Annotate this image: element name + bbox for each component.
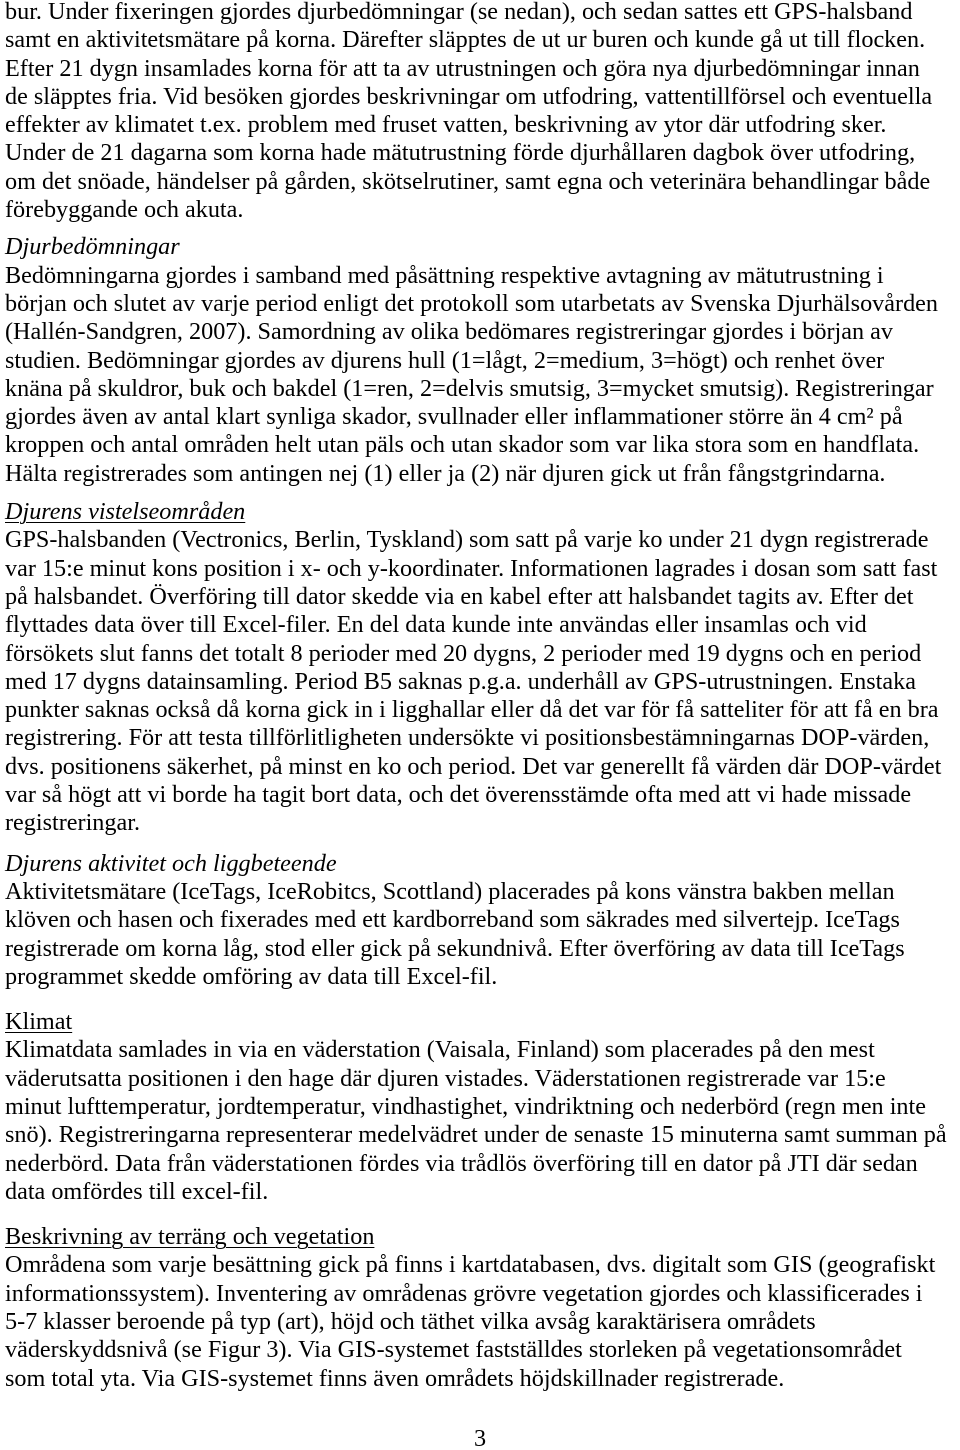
section-klimat <box>5 1008 960 1206</box>
text-line: förebyggande och akuta. <box>5 196 244 224</box>
section-djurbedomningar <box>5 233 960 488</box>
text-line: punkter saknas också då korna gick in i ligghallar eller då det var för få satteliter för att få en bra <box>5 696 939 724</box>
text-line: väderskyddsnivå (se Figur 3). Via GIS-systemet fastställdes storleken på vegetationsområdet <box>5 1336 902 1364</box>
text-line: försökets slut fanns det totalt 8 perioder med 20 dygns, 2 perioder med 19 dygns och en period <box>5 639 922 667</box>
section-aktivitet <box>5 850 960 991</box>
text-line: nederbörd. Data från väderstationen fördes via trådlös överföring till en dator på JTI där sedan <box>5 1149 918 1177</box>
text-line: registrerade om korna låg, stod eller gick på sekundnivå. Efter överföring av data till IceTags <box>5 934 905 962</box>
text-line: flyttades data över till Excel-filer. En del data kunde inte användas eller insamlas och vid <box>5 611 867 639</box>
text-line: på halsbandet. Överföring till dator skedde via en kabel efter att halsbandet tagits av. Efter det <box>5 582 914 610</box>
text-line: om det snöade, händelser på gården, skötselrutiner, samt egna och veterinära behandlingar både <box>5 167 931 195</box>
text-line: 5-7 klasser beroende på typ (art), höjd och täthet vilka avsåg karaktärisera områdets <box>5 1308 816 1336</box>
text-line: Efter 21 dygn insamlades korna för att ta av utrustningen och göra nya djurbedömningar innan <box>5 54 920 82</box>
text-line: Bedömningarna gjordes i samband med påsättning respektive avtagning av mätutrustning i <box>5 261 884 289</box>
text-line: med 17 dygns datainsamling. Period B5 saknas p.g.a. underhåll av GPS-utrustningen. Enstaka <box>5 667 916 695</box>
text-line: GPS-halsbanden (Vectronics, Berlin, Tyskland) som satt på varje ko under 21 dygn registrerade <box>5 526 929 554</box>
text-line: minut lufttemperatur, jordtemperatur, vindhastighet, vindriktning och nederbörd (regn men inte <box>5 1092 926 1120</box>
text-line: registreringar. <box>5 809 140 837</box>
text-line: Klimatdata samlades in via en väderstation (Vaisala, Finland) som placerades på den mest <box>5 1036 875 1064</box>
text-line: de släpptes fria. Vid besöken gjordes beskrivningar om utfodring, vattentillförsel och eventuella <box>5 82 933 110</box>
text-line: informationssystem). Inventering av områdenas grövre vegetation gjordes och klassificerades i <box>5 1279 923 1307</box>
text-line: kroppen och antal områden helt utan päls och utan skador som var lika stora som en handflata. <box>5 431 920 459</box>
body-text <box>5 0 960 1393</box>
text-line: var 15:e minut kons position i x- och y-koordinater. Informationen lagrades i dosan som satt fast <box>5 554 938 582</box>
text-line: effekter av klimatet t.ex. problem med fruset vatten, beskrivning av ytor där utfodring sker. <box>5 111 887 139</box>
section-intro <box>5 0 960 224</box>
section-terrang-vegetation <box>5 1223 960 1393</box>
text-line: var så högt att vi borde ha tagit bort data, och det överensstämde ofta med att vi hade missade <box>5 781 912 809</box>
text-line: dvs. positionens säkerhet, på minst en ko och period. Det var generellt få värden där DOP-värdet <box>5 752 942 780</box>
text-line: samt en aktivitetsmätare på korna. Därefter släpptes de ut ur buren och kunde gå ut till flocken. <box>5 26 926 54</box>
section-heading: Djurens aktivitet och liggbeteende <box>5 849 337 877</box>
section-heading: Beskrivning av terräng och vegetation <box>5 1223 375 1251</box>
text-line: snö). Registreringarna representerar medelvädret under de senaste 15 minuterna samt summan på <box>5 1121 947 1149</box>
text-line: som total yta. Via GIS-systemet finns även områdets höjdskillnader registrerade. <box>5 1364 785 1392</box>
section-heading: Djurens vistelseområden <box>5 498 246 526</box>
text-line: Hälta registrerades som antingen nej (1) eller ja (2) när djuren gick ut från fångstgrindarna. <box>5 459 886 487</box>
text-line: väderutsatta positionen i den hage där djuren vistades. Väderstationen registrerade var 15:e <box>5 1064 886 1092</box>
text-line: början och slutet av varje period enligt det protokoll som utarbetats av Svenska Djurhälsovården <box>5 289 938 317</box>
text-line: Aktivitetsmätare (IceTags, IceRobitcs, Scottland) placerades på kons vänstra bakben mellan <box>5 877 895 905</box>
text-line: klöven och hasen och fixerades med ett kardborreband som säkrades med silvertejp. IceTags <box>5 906 900 934</box>
text-line: studien. Bedömningar gjordes av djurens hull (1=lågt, 2=medium, 3=högt) och renhet över <box>5 346 885 374</box>
text-line: data omfördes till excel-fil. <box>5 1177 269 1205</box>
text-line: registrering. För att testa tillförlitligheten undersökte vi positionsbestämningarnas DOP-värden, <box>5 724 930 752</box>
text-line: (Hallén-Sandgren, 2007). Samordning av olika bedömares registreringar gjordes i början av <box>5 318 893 346</box>
text-line: knäna på skuldror, buk och bakdel (1=ren, 2=delvis smutsig, 3=mycket smutsig). Registreringar <box>5 374 934 402</box>
text-line: programmet skedde omföring av data till Excel-fil. <box>5 962 498 990</box>
page-number: 3 <box>473 1425 487 1450</box>
text-line: Områdena som varje besättning gick på finns i kartdatabasen, dvs. digitalt som GIS (geografiskt <box>5 1251 936 1279</box>
section-heading: Klimat <box>5 1008 73 1036</box>
section-vistelseomraden <box>5 498 960 838</box>
section-heading: Djurbedömningar <box>5 233 180 261</box>
text-line: Under de 21 dagarna som korna hade mätutrustning förde djurhållaren dagbok över utfodring, <box>5 139 916 167</box>
text-line: gjordes även av antal klart synliga skador, svullnader eller inflammationer större än 4 cm² på <box>5 403 903 431</box>
text-line: bur. Under fixeringen gjordes djurbedömningar (se nedan), och sedan sattes ett GPS-halsband <box>5 0 913 25</box>
